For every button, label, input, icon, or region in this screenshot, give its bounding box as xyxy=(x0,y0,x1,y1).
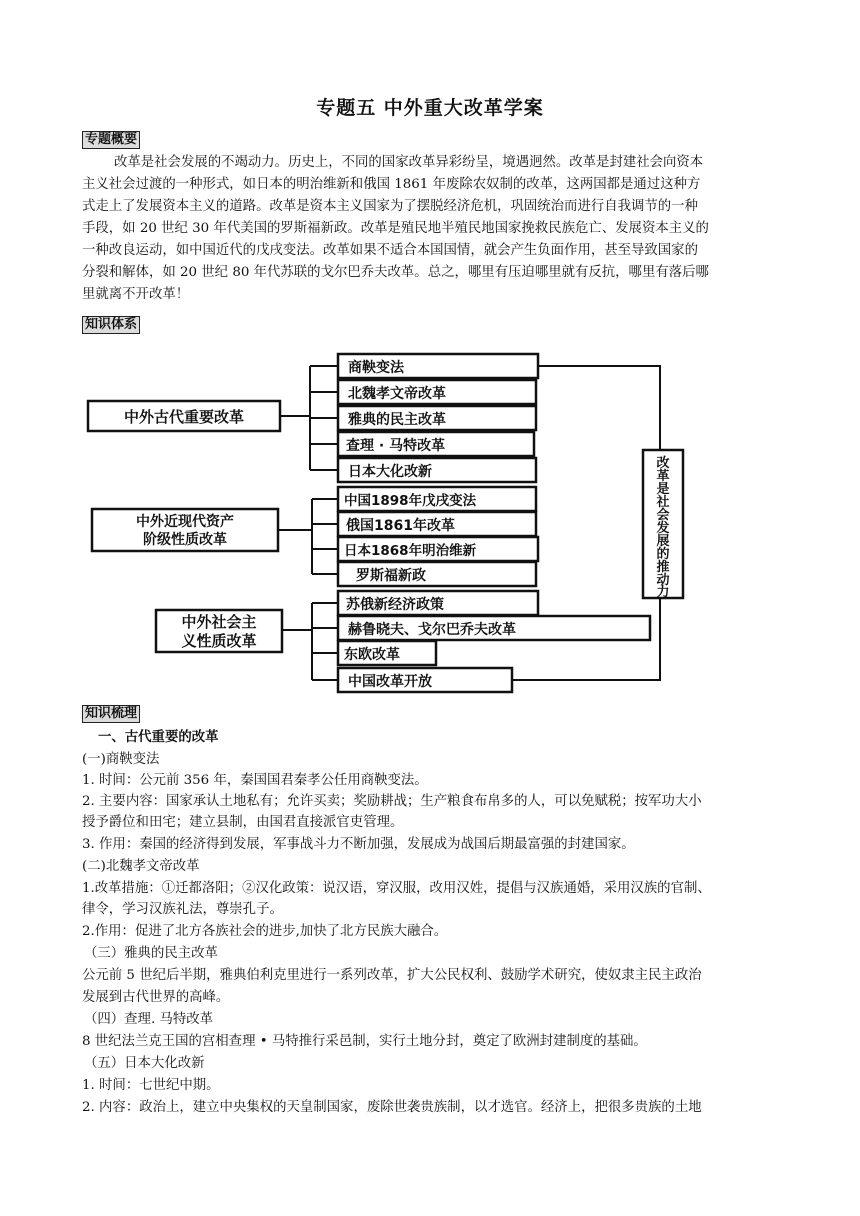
item-label: 中国1898年戊戌变法 xyxy=(344,493,477,509)
group-label: 义性质改革 xyxy=(181,632,257,650)
review-line: (二)北魏孝文帝改革 xyxy=(82,859,200,874)
section-tag-knowledge: 知识体系 xyxy=(82,316,140,334)
item-label: 俄国1861年改革 xyxy=(346,518,455,534)
item-label: 罗斯福新政 xyxy=(356,568,426,584)
conclusion-char: 的 xyxy=(656,547,670,562)
item-label: 日本1868年明治维新 xyxy=(344,543,477,559)
item-label: 日本大化改新 xyxy=(348,464,432,480)
overview-line: 式走上了发展资本主义的道路。改革是资本主义国家为了摆脱经济危机，巩固统治而进行自我调节的一种 xyxy=(82,199,698,214)
review-line: （三）雅典的民主改革 xyxy=(84,946,218,961)
overview-line: 分裂和解体，如 20 世纪 80 年代苏联的戈尔巴乔夫改革。总之，哪里有压迫哪里就有反抗，哪里有落后哪 xyxy=(82,265,709,280)
review-line: 8 世纪法兰克王国的宫相查理 • 马特推行采邑制，实行土地分封，奠定了欧洲封建制度的基础。 xyxy=(82,1034,647,1049)
overview-line: 手段，如 20 世纪 30 年代美国的罗斯福新政。改革是殖民地半殖民地国家挽救民族危亡、发展资本主义的 xyxy=(82,221,709,236)
item-label: 东欧改革 xyxy=(344,647,400,663)
conclusion-char: 是 xyxy=(656,482,670,497)
page-title: 专题五 中外重大改革学案 xyxy=(316,97,544,119)
review-line: 授予爵位和田宅；建立县制，由国君直接派官吏管理。 xyxy=(82,815,404,830)
review-line: 律令，学习汉族礼法，尊崇孔子。 xyxy=(82,902,283,917)
item-label: 中国改革开放 xyxy=(348,674,432,690)
group-label: 阶级性质改革 xyxy=(143,532,227,548)
review-line: （四）查理. 马特改革 xyxy=(84,1012,214,1027)
item-label: 雅典的民主改革 xyxy=(348,412,446,428)
conclusion-char: 改 xyxy=(656,456,670,471)
conclusion-char: 推 xyxy=(656,560,670,575)
review-line: 公元前 5 世纪后半期，雅典伯利克里进行一系列改革，扩大公民权利、鼓励学术研究，使奴隶主民主政治 xyxy=(82,968,702,983)
review-line: 2.作用：促进了北方各族社会的进步,加快了北方民族大融合。 xyxy=(82,924,448,939)
overview-line: 里就离不开改革！ xyxy=(82,287,190,302)
review-line: 3. 作用：秦国的经济得到发展，军事战斗力不断加强，发展成为战国后期最富强的封建国家。 xyxy=(82,837,635,852)
item-label: 赫鲁晓夫、戈尔巴乔夫改革 xyxy=(348,622,516,638)
connector xyxy=(280,366,338,470)
conclusion-char: 发 xyxy=(656,521,670,536)
connector xyxy=(282,603,338,680)
section-tag-review: 知识梳理 xyxy=(82,705,140,723)
review-line: 1. 时间：公元前 356 年，秦国国君秦孝公任用商鞅变法。 xyxy=(82,773,428,788)
review-line: 1. 时间：七世纪中期。 xyxy=(82,1078,220,1093)
conclusion-char: 动 xyxy=(656,573,670,588)
overview-line: 改革是社会发展的不竭动力。历史上，不同的国家改革异彩纷呈，境遇迥然。改革是封建社会向资本 xyxy=(114,155,704,170)
review-line: (一)商鞅变法 xyxy=(82,752,160,767)
conclusion-char: 社 xyxy=(656,495,670,510)
review-heading: 一、古代重要的改革 xyxy=(98,730,219,745)
item-label: 商鞅变法 xyxy=(348,360,404,376)
conclusion-char: 展 xyxy=(656,534,670,549)
conclusion-char: 革 xyxy=(656,469,670,484)
section-tag-overview: 专题概要 xyxy=(82,131,140,149)
group-label: 中外古代重要改革 xyxy=(123,408,245,426)
review-line: 2. 主要内容：国家承认土地私有；允许买卖；奖励耕战；生产粮食布帛多的人，可以免赋税；按军功大小 xyxy=(82,794,702,809)
item-label: 苏俄新经济政策 xyxy=(346,597,444,613)
review-line: 发展到古代世界的高峰。 xyxy=(82,990,230,1005)
review-line: 1.改革措施：①迁都洛阳；②汉化政策：说汉语，穿汉服，改用汉姓，提倡与汉族通婚，采用汉族的官制、 xyxy=(82,881,711,896)
group-label: 中外近现代资产 xyxy=(136,514,234,530)
item-label: 查理 · 马特改革 xyxy=(346,438,446,454)
review-line: （五）日本大化改新 xyxy=(84,1056,205,1071)
overview-line: 一种改良运动，如中国近代的戊戌变法。改革如果不适合本国国情，就会产生负面作用，甚至导致国家的 xyxy=(82,243,698,258)
conclusion-char: 力 xyxy=(656,585,670,600)
item-label: 北魏孝文帝改革 xyxy=(348,386,446,402)
knowledge-diagram xyxy=(0,340,860,696)
conclusion-char: 会 xyxy=(656,508,670,523)
review-line: 2. 内容：政治上，建立中央集权的天皇制国家，废除世袭贵族制，以才选官。经济上，把很多贵族的土地 xyxy=(82,1100,702,1115)
overview-line: 主义社会过渡的一种形式，如日本的明治维新和俄国 1861 年废除农奴制的改革，这两国都是通过这种方 xyxy=(82,177,701,192)
connector xyxy=(278,499,338,574)
group-label: 中外社会主 xyxy=(181,613,257,631)
